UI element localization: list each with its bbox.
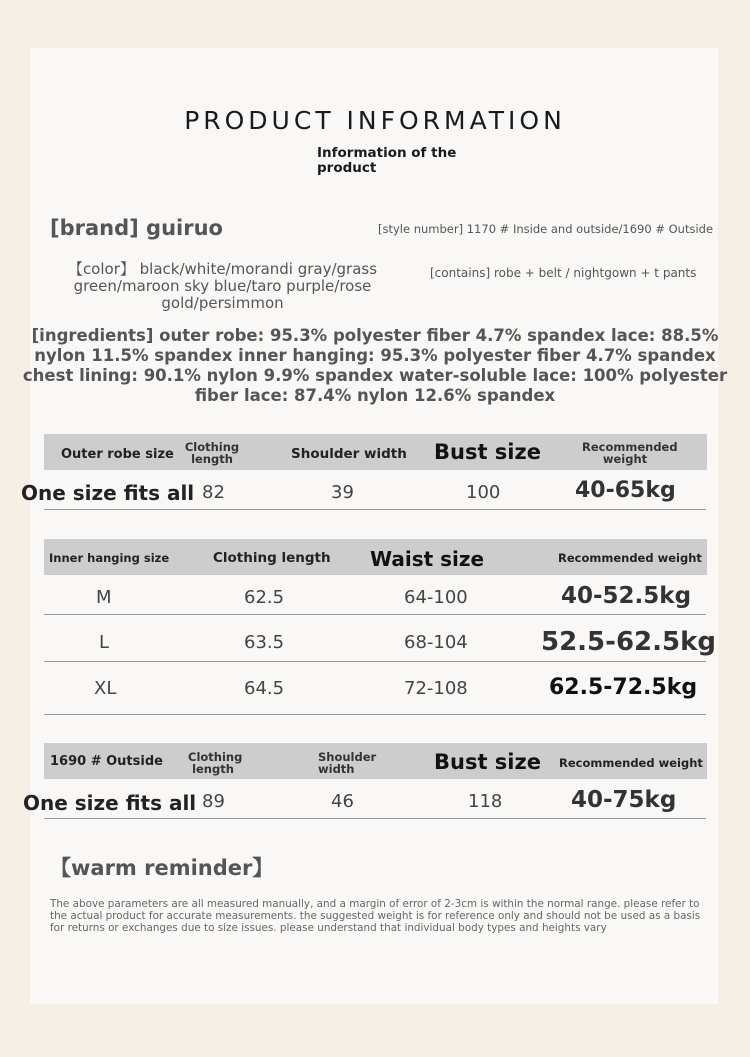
- outside-header-shoulder: Shoulder width: [318, 750, 377, 776]
- outside-row-size: One size fits all: [23, 791, 197, 815]
- outside-row-divider: [44, 818, 706, 819]
- inner-header-weight: Recommended weight: [558, 551, 702, 565]
- outer-row-bust: 100: [466, 482, 501, 503]
- outside-header-length: Clothing length: [188, 750, 243, 776]
- inner-row-l-length: 63.5: [244, 632, 285, 653]
- outer-header-shoulder: Shoulder width: [291, 446, 407, 462]
- outer-row-divider: [44, 509, 706, 510]
- inner-header-waist: Waist size: [370, 547, 485, 571]
- inner-row-xl-length: 64.5: [244, 678, 285, 699]
- inner-row-divider: [44, 714, 706, 715]
- outside-row-length: 89: [202, 791, 225, 812]
- outer-header-length: Clothing length: [184, 440, 240, 466]
- outer-header-size: Outer robe size: [61, 447, 174, 462]
- inner-row-m-size: M: [96, 587, 112, 608]
- warm-reminder-title: 【warm reminder】: [50, 856, 274, 880]
- inner-row-l-size: L: [99, 632, 110, 653]
- page-subtitle: Information of the product: [317, 145, 457, 176]
- outer-header-bust: Bust size: [434, 440, 541, 464]
- color-text: 【color】 black/white/morandi gray/grass green/maroon sky blue/taro purple/rose gold/persimmon: [67, 260, 378, 312]
- outside-row-weight: 40-75kg: [571, 787, 677, 813]
- inner-row-m-waist: 64-100: [404, 587, 468, 608]
- ingredients-text: [ingredients] outer robe: 95.3% polyester fiber 4.7% spandex lace: 88.5% nylon 11.5% spandex inner hanging: 95.3% polyester fiber 4.7% spandex chest lining: 90.1% nylon 9.9% spandex water-soluble lace: 100% polyester fiber lace: 87.4% nylon 12.6% spandex: [22, 326, 728, 405]
- outer-row-weight: 40-65kg: [575, 478, 676, 503]
- inner-row-xl-waist: 72-108: [404, 678, 468, 699]
- contains-text: [contains] robe + belt / nightgown + t pants: [430, 266, 697, 280]
- brand-text: [brand] guiruo: [50, 216, 223, 240]
- inner-row-divider: [44, 614, 706, 615]
- inner-row-xl-size: XL: [94, 678, 117, 699]
- outside-header-size: 1690 # Outside: [50, 754, 163, 769]
- outer-row-size: One size fits all: [21, 481, 195, 505]
- outer-row-shoulder: 39: [331, 482, 354, 503]
- outside-row-bust: 118: [468, 791, 503, 812]
- inner-row-m-length: 62.5: [244, 587, 285, 608]
- inner-header-length: Clothing length: [213, 550, 331, 566]
- inner-row-xl-weight: 62.5-72.5kg: [549, 675, 698, 700]
- page-title: PRODUCT INFORMATION: [184, 106, 566, 135]
- inner-row-l-waist: 68-104: [404, 632, 468, 653]
- inner-row-m-weight: 40-52.5kg: [561, 583, 692, 609]
- outer-row-length: 82: [202, 482, 225, 503]
- outer-header-weight: Recommended weight: [582, 440, 678, 466]
- warm-reminder-text: The above parameters are all measured manually, and a margin of error of 2-3cm is within the normal range. please refer to the actual product for accurate measurements. the suggested weight is for reference only and should not be used as a basis for returns or exchanges due to size issues. please understand that individual body types and heights vary: [50, 898, 701, 934]
- inner-row-divider: [44, 661, 706, 662]
- inner-header-size: Inner hanging size: [49, 551, 170, 565]
- outside-header-weight: Recommended weight: [559, 756, 703, 770]
- outside-header-bust: Bust size: [434, 750, 541, 774]
- style-number-text: [style number] 1170 # Inside and outside/1690 # Outside: [378, 222, 714, 236]
- outside-row-shoulder: 46: [331, 791, 354, 812]
- inner-row-l-weight: 52.5-62.5kg: [541, 627, 716, 657]
